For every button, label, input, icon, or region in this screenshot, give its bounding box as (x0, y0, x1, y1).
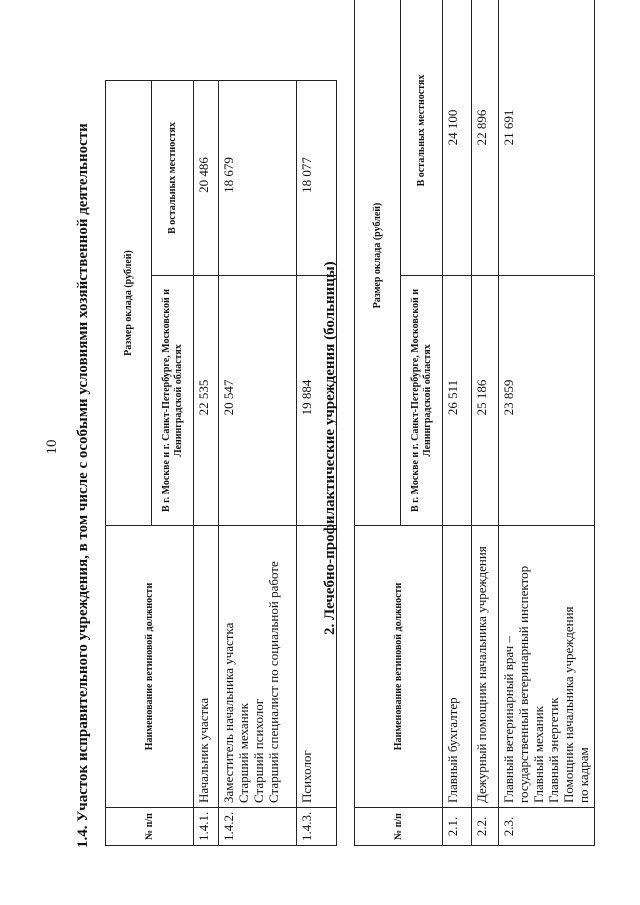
header-salary: Размер оклада (рублей) (355, 0, 401, 526)
header-other: В остальных местностях (152, 81, 194, 276)
position-line: государственный ветеринарный инспектор (516, 565, 531, 803)
header-num: № п/п (106, 808, 194, 846)
position-line: Главный механик (531, 706, 546, 803)
header-other: В остальных местностях (401, 0, 443, 276)
row-moscow-value: 20 547 (219, 276, 297, 526)
row-other-value: 18 679 (219, 81, 297, 276)
section-1-title: 1.4. Участок исправительного учреждения, в том числе с особыми условиями хозяйственной деятельности (75, 123, 91, 848)
position-line: по кадрам (576, 747, 591, 803)
row-num: 2.3. (499, 808, 595, 846)
row-num: 1.4.1. (194, 808, 219, 846)
row-moscow-value: 23 859 (499, 276, 595, 526)
position-line: Главный бухгалтер (445, 697, 460, 803)
table-row (194, 81, 219, 846)
row-num: 1.4.3. (297, 808, 337, 846)
row-other-value: 20 486 (194, 81, 219, 276)
row-position (219, 526, 297, 808)
table-row (472, 0, 499, 846)
table-header-row (355, 0, 401, 846)
row-moscow-value: 25 186 (472, 276, 499, 526)
row-other-value: 21 691 (499, 0, 595, 276)
table-row (443, 0, 472, 846)
row-num: 1.4.2. (219, 808, 297, 846)
position-line: Заместитель начальника участка (221, 622, 236, 803)
header-num: № п/п (355, 808, 443, 846)
header-moscow: В г. Москве и г. Санкт-Петербурге, Московской и Ленинградской областях (152, 276, 194, 526)
table-row (219, 81, 297, 846)
position-line: Главный ветеринарный врач – (501, 636, 516, 803)
row-position (472, 526, 499, 808)
row-moscow-value: 26 511 (443, 276, 472, 526)
row-other-value: 18 077 (297, 81, 337, 276)
row-num: 2.1. (443, 808, 472, 846)
table-row (499, 0, 595, 846)
position-line: Старший механик (236, 703, 251, 803)
header-position: Наименование ветиновой должности (355, 526, 443, 808)
row-position (499, 526, 595, 808)
row-other-value: 22 896 (472, 0, 499, 276)
table-header-row (106, 81, 152, 846)
position-line: Психолог (299, 750, 314, 803)
section-2-title: 2. Лечебно-профилактические учреждения (больницы) (322, 261, 338, 635)
row-moscow-value: 19 884 (297, 276, 337, 526)
section-1-table (105, 80, 337, 846)
row-num: 2.2. (472, 808, 499, 846)
position-line: Помощник начальника учреждения (561, 606, 576, 803)
row-position (194, 526, 219, 808)
section-2-table (354, 0, 595, 846)
header-position: Наименование ветиновой должности (106, 526, 194, 808)
position-line: Главный энергетик (546, 697, 561, 803)
position-line: Старший психолог (251, 698, 266, 803)
row-position (443, 526, 472, 808)
position-line: Начальник участка (196, 697, 211, 803)
row-moscow-value: 22 535 (194, 276, 219, 526)
position-line: Старший специалист по социальной работе (266, 561, 281, 803)
row-other-value: 24 100 (443, 0, 472, 276)
header-salary: Размер оклада (рублей) (106, 81, 152, 526)
page-number: 10 (44, 439, 60, 455)
header-moscow: В г. Москве и г. Санкт-Петербурге, Московской и Ленинградской областях (401, 276, 443, 526)
position-line: Дежурный помощник начальника учреждения (474, 546, 489, 803)
